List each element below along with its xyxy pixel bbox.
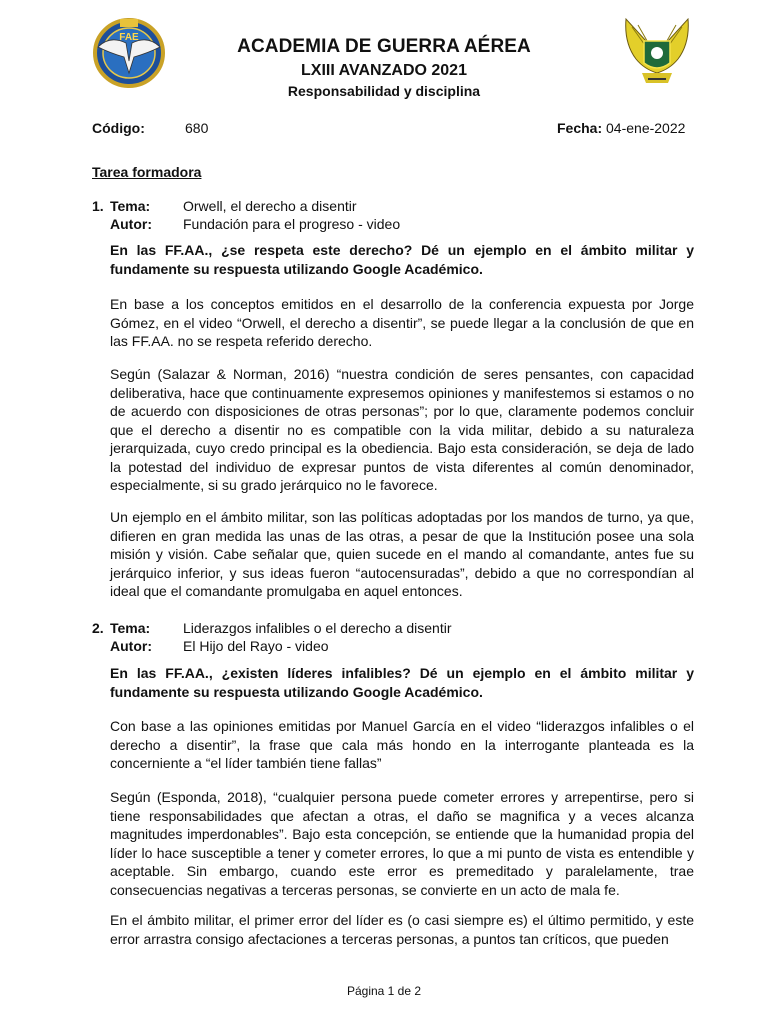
question: En las FF.AA., ¿se respeta este derecho? Dé un ejemplo en el ámbito militar y fundamente su respuesta utilizando Google Académico. [110,242,694,277]
tema-value: Liderazgos infalibles o el derecho a disentir [183,620,452,636]
item-number: 2. [92,620,104,636]
autor-value: Fundación para el progreso - video [183,216,401,232]
tema-label: Tema: [110,620,151,636]
autor-label: Autor: [110,216,152,232]
section-title: Tarea formadora [92,164,202,180]
autor-label: Autor: [110,638,152,654]
answer-paragraph: En el ámbito militar, el primer error del líder es (o casi siempre es) el último permitido, y este error arrastra consigo afectaciones a terceras personas, a puntos tan críticos, que pueden [110,912,694,947]
fae-logo-text: FAE [119,32,139,43]
fecha-value: 04-ene-2022 [606,120,686,136]
answer-paragraph: Según (Salazar & Norman, 2016) “nuestra condición de seres pensantes, con capacidad deliberativa, hace que continuamente expresemos opiniones y manifestemos si estamos o no de acuerdo con disposiciones de otras personas”; por lo que, claramente podemos concluir que el derecho a disentir no es compatible con la vida militar, debido a su naturaleza jerarquizada, cuyo credo principal es la obediencia. Bajo esta consideración, se deja de lado la potestad del individuo de expresar puntos de vista diferentes al común denominador, especialmente, si su grado jerárquico no le favorece. [110,366,694,493]
tema-label: Tema: [110,198,151,214]
answer-paragraph: Según (Esponda, 2018), “cualquier persona puede cometer errores y arrepentirse, pero si tiene responsabilidades que afectan a otras, el daño se magnifica y a veces alcanza magnitudes imperdonables”. Bajo esta concepción, se entiende que la humanidad propia del líder lo hace susceptible a tener y cometer errores, lo que a mi punto de vista es entendible y aceptable. Sin embargo, cuando este error es premeditado y paralelamente, trae consecuencias negativas a terceras personas, se convierte en un acto de mala fe. [110,789,694,898]
page-title: ACADEMIA DE GUERRA AÉREA [237,36,531,57]
codigo-label: Código: [92,120,145,136]
page-subtitle: LXIII AVANZADO 2021 [301,62,467,79]
fecha-field [557,119,685,137]
codigo-value: 680 [185,120,209,136]
answer-paragraph: En base a los conceptos emitidos en el desarrollo de la conferencia expuesta por Jorge Gómez, en el video “Orwell, el derecho a disentir”, se puede llegar a la conclusión de que en las FF.AA. no se respeta referido derecho. [110,296,694,349]
item-number: 1. [92,198,104,214]
autor-value: El Hijo del Rayo - video [183,638,329,654]
page-number: Página 1 de 2 [346,984,422,998]
question: En las FF.AA., ¿existen líderes infalibles? Dé un ejemplo en el ámbito militar y fundamente su respuesta utilizando Google Académico. [110,665,694,700]
fecha-label: Fecha: [557,120,603,136]
tema-value: Orwell, el derecho a disentir [183,198,357,214]
answer-paragraph: Un ejemplo en el ámbito militar, son las políticas adoptadas por los mandos de turno, ya que, difieren en gran medida las unas de las otras, a pesar de que la Institución posee una sola misión y visión. Cabe señalar que, quien sucede en el mando al comandante, antes fue su jerárquico inferior, y sus ideas fueron “autocensuradas”, debido a que no correspondían al ideal que el comandante promulgaba en aquel entonces. [110,509,694,599]
course-name: Responsabilidad y disciplina [287,83,481,99]
answer-paragraph: Con base a las opiniones emitidas por Manuel García en el video “liderazgos infalibles o el derecho a disentir”, la frase que cala más hondo en la interrogante planteada es la concerniente a “el líder también tiene fallas” [110,718,694,771]
